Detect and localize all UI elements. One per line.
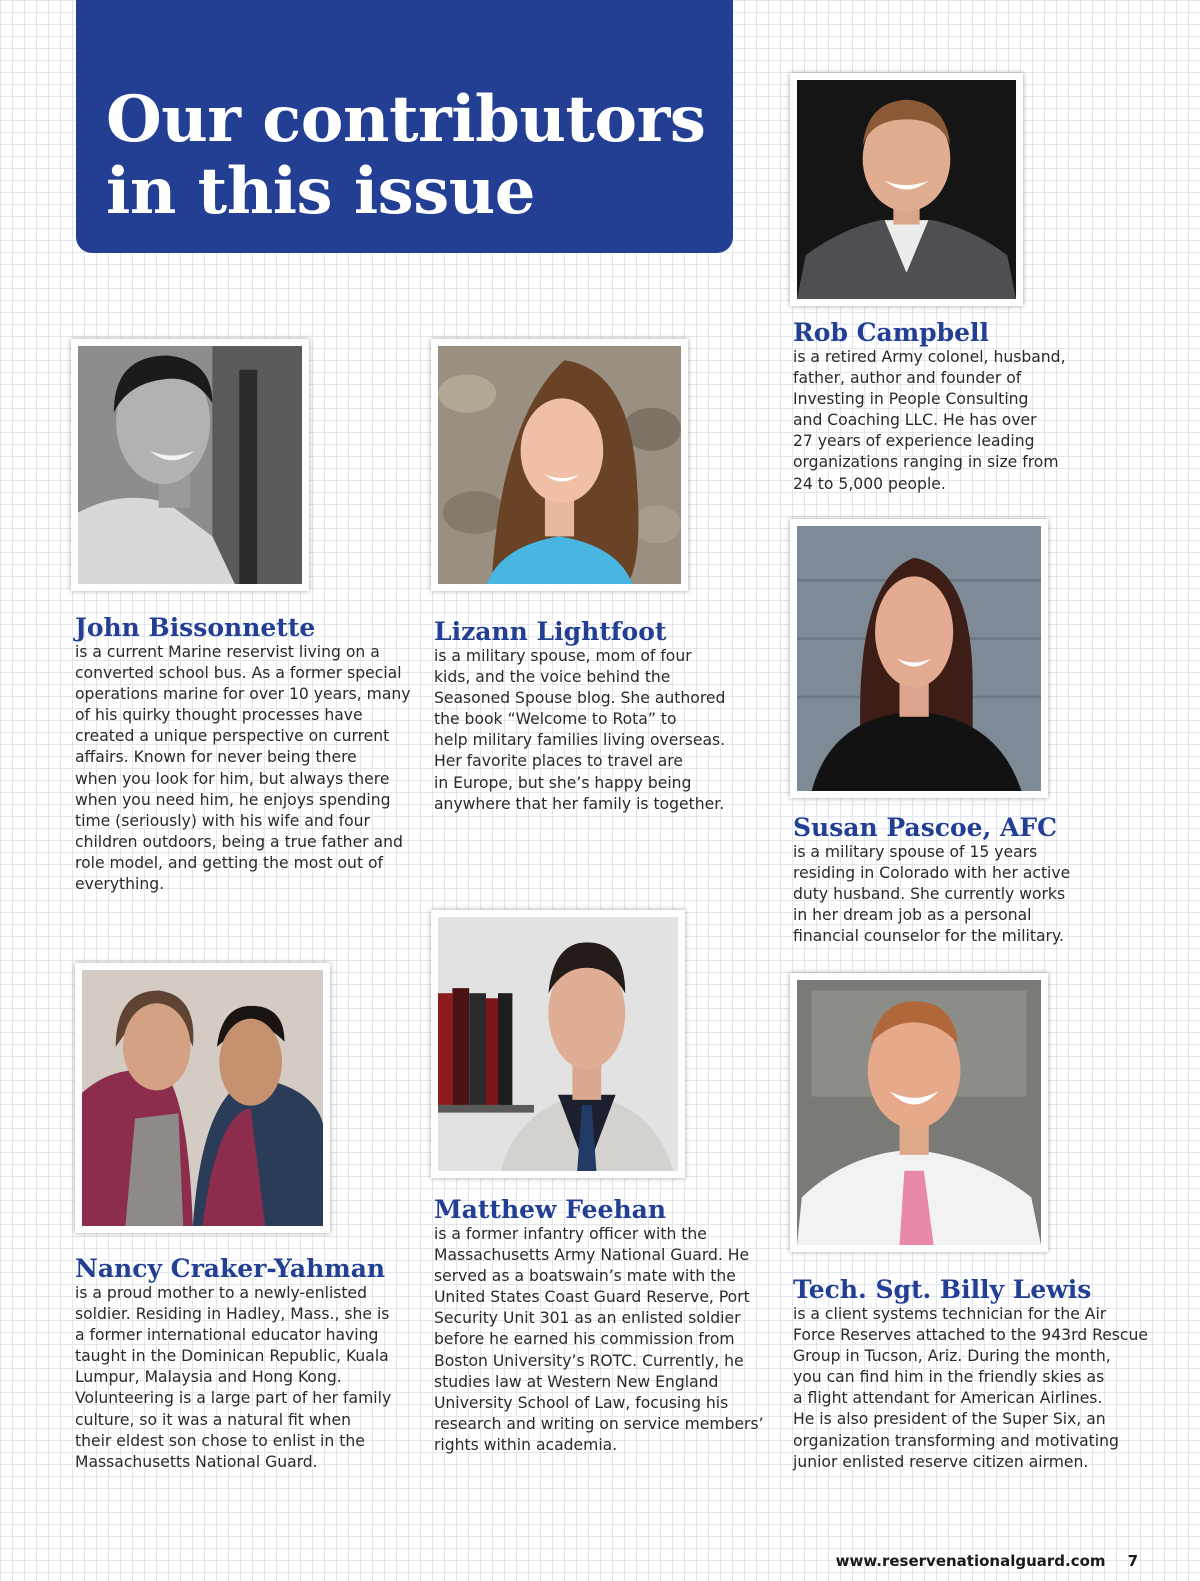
bio-line: father, author and founder of (793, 369, 1022, 388)
bio-line: kids, and the voice behind the (434, 668, 671, 687)
contributor-bio-john-bissonnette (75, 642, 411, 895)
bio-line: soldier. Residing in Hadley, Mass., she is (75, 1305, 390, 1324)
bio-line: served as a boatswain’s mate with the (434, 1267, 736, 1286)
contributor-bio-rob-campbell (793, 347, 1066, 495)
bio-line: is a former infantry officer with the (434, 1225, 707, 1243)
bio-line: Investing in People Consulting (793, 390, 1029, 409)
contributor-bio-susan-pascoe (793, 842, 1070, 947)
bio-line: University School of Law, focusing his (434, 1393, 729, 1412)
bio-line: Massachusetts Army National Guard. He (434, 1246, 750, 1265)
photo-matthew-feehan (431, 910, 685, 1178)
bio-line: Force Reserves attached to the 943rd Rescue (793, 1326, 1148, 1345)
contributor-bio-lizann-lightfoot (434, 646, 725, 815)
contributor-name-nancy-craker-yahman: Nancy Craker-Yahman (75, 1254, 386, 1283)
bio-line: time (seriously) with his wife and four (75, 811, 370, 830)
bio-line: rights within academia. (434, 1435, 618, 1454)
website-url: www.reservenationalguard.com (835, 1552, 1106, 1570)
contributor-bio-billy-lewis (793, 1304, 1148, 1473)
bio-line: is a current Marine reservist living on a (75, 643, 380, 661)
bio-line: Seasoned Spouse blog. She authored (434, 689, 726, 708)
page-title-line-2: in this issue (106, 154, 535, 229)
bio-line: financial counselor for the military. (793, 927, 1064, 946)
contributor-name-susan-pascoe: Susan Pascoe, AFC (793, 813, 1058, 842)
bio-line: junior enlisted reserve citizen airmen. (793, 1452, 1089, 1471)
bio-line: everything. (75, 875, 165, 894)
bio-line: Group in Tucson, Ariz. During the month, (793, 1347, 1111, 1366)
bio-line: duty husband. She currently works (793, 885, 1066, 904)
bio-line: Her favorite places to travel are (434, 752, 683, 771)
bio-line: 27 years of experience leading (793, 432, 1035, 451)
bio-line: 24 to 5,000 people. (793, 474, 946, 493)
bio-line: a former international educator having (75, 1326, 379, 1345)
page-title-line-1: Our contributors (106, 82, 706, 157)
bio-line: you can find him in the friendly skies as (793, 1368, 1105, 1387)
bio-line: a flight attendant for American Airlines. (793, 1389, 1103, 1408)
bio-line: anywhere that her family is together. (434, 794, 725, 813)
bio-line: when you look for him, but always there (75, 769, 390, 788)
bio-line: before he earned his commission from (434, 1330, 735, 1349)
bio-line: organization transforming and motivating (793, 1431, 1119, 1450)
bio-line: He is also president of the Super Six, an (793, 1410, 1106, 1429)
page-number: 7 (1127, 1552, 1138, 1570)
bio-line: in her dream job as a personal (793, 906, 1032, 925)
bio-line: when you need him, he enjoys spending (75, 790, 391, 809)
title-banner (76, 0, 733, 253)
bio-line: studies law at Western New England (434, 1372, 719, 1391)
bio-line: the book “Welcome to Rota” to (434, 710, 677, 729)
contributor-name-rob-campbell: Rob Campbell (793, 318, 990, 347)
bio-line: is a military spouse, mom of four (434, 647, 692, 665)
bio-line: is a retired Army colonel, husband, (793, 348, 1066, 366)
bio-line: United States Coast Guard Reserve, Port (434, 1288, 750, 1307)
contributor-name-john-bissonnette: John Bissonnette (75, 613, 316, 642)
photo-nancy-craker-yahman (75, 963, 330, 1233)
bio-line: affairs. Known for never being there (75, 748, 357, 767)
contributor-name-billy-lewis: Tech. Sgt. Billy Lewis (793, 1275, 1092, 1304)
bio-line: children outdoors, being a true father and (75, 832, 403, 851)
photo-lizann-lightfoot (431, 339, 688, 591)
photo-billy-lewis (790, 973, 1048, 1252)
bio-line: their eldest son chose to enlist in the (75, 1431, 365, 1450)
photo-rob-campbell (790, 73, 1023, 306)
bio-line: of his quirky thought processes have (75, 706, 363, 725)
bio-line: Security Unit 301 as an enlisted soldier (434, 1309, 741, 1328)
bio-line: research and writing on service members’ (434, 1414, 764, 1433)
bio-line: and Coaching LLC. He has over (793, 411, 1037, 430)
page-footer (836, 1552, 1138, 1570)
bio-line: Volunteering is a large part of her family (75, 1389, 392, 1408)
bio-line: taught in the Dominican Republic, Kuala (75, 1347, 389, 1366)
bio-line: residing in Colorado with her active (793, 864, 1071, 883)
bio-line: is a client systems technician for the Air (793, 1305, 1107, 1323)
bio-line: Lumpur, Malaysia and Hong Kong. (75, 1368, 342, 1387)
contributor-name-lizann-lightfoot: Lizann Lightfoot (434, 617, 667, 646)
bio-line: Boston University’s ROTC. Currently, he (434, 1351, 744, 1370)
bio-line: converted school bus. As a former special (75, 664, 402, 683)
bio-line: in Europe, but she’s happy being (434, 773, 692, 792)
bio-line: is a military spouse of 15 years (793, 843, 1038, 861)
bio-line: operations marine for over 10 years, many (75, 685, 411, 704)
bio-line: role model, and getting the most out of (75, 853, 384, 872)
contributor-name-matthew-feehan: Matthew Feehan (434, 1195, 667, 1224)
bio-line: culture, so it was a natural fit when (75, 1410, 351, 1429)
photo-susan-pascoe (790, 519, 1048, 798)
bio-line: help military families living overseas. (434, 731, 726, 750)
bio-line: Massachusetts National Guard. (75, 1452, 318, 1471)
bio-line: is a proud mother to a newly-enlisted (75, 1284, 368, 1302)
bio-line: organizations ranging in size from (793, 453, 1059, 472)
contributor-bio-matthew-feehan (434, 1224, 764, 1456)
page-title (106, 84, 705, 228)
photo-john-bissonnette (71, 339, 309, 591)
bio-line: created a unique perspective on current (75, 727, 390, 746)
contributor-bio-nancy-craker-yahman (75, 1283, 391, 1473)
